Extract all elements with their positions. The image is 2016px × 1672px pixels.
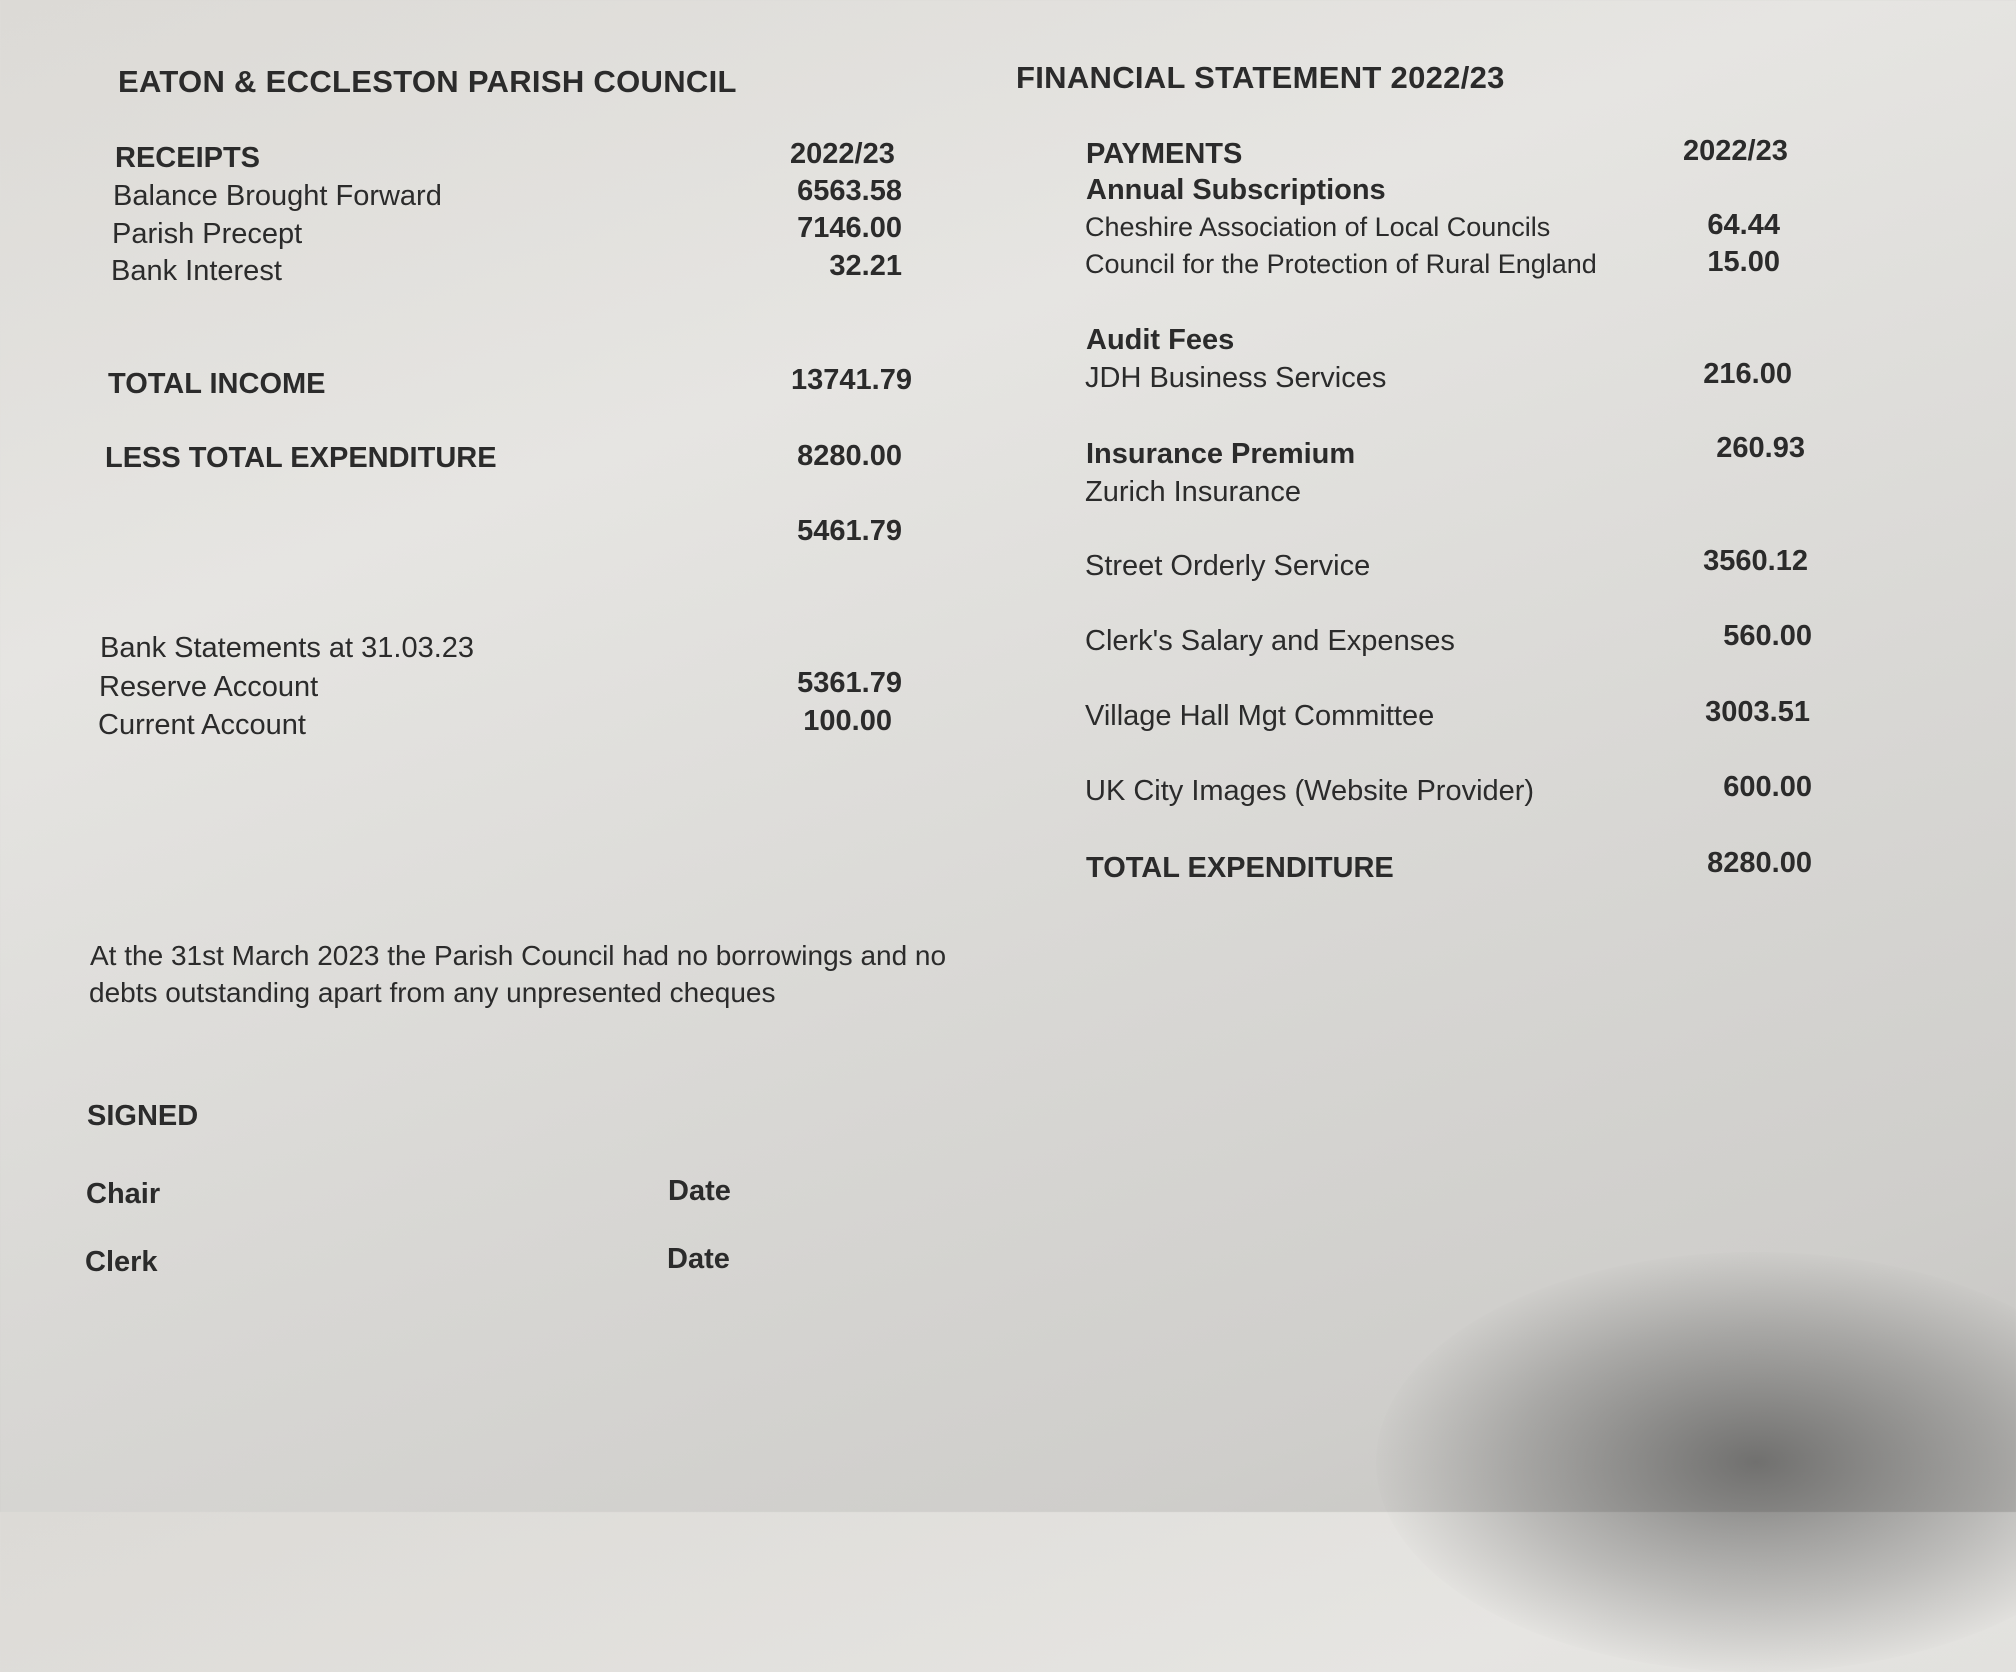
subscription-label: Council for the Protection of Rural England [1085,249,1597,279]
clerk-salary-value: 560.00 [1723,620,1812,652]
less-expenditure-value: 8280.00 [797,440,902,472]
street-value: 3560.12 [1703,545,1808,577]
receipt-value: 7146.00 [797,212,902,244]
receipt-label: Parish Precept [112,218,303,250]
website-value: 600.00 [1723,771,1812,803]
receipts-heading: RECEIPTS [115,142,261,174]
signed-heading: SIGNED [87,1100,199,1132]
village-hall-value: 3003.51 [1705,696,1810,728]
street-label: Street Orderly Service [1085,550,1371,582]
total-expenditure-label: TOTAL EXPENDITURE [1086,852,1394,884]
payments-year: 2022/23 [1683,135,1788,167]
total-income-label: TOTAL INCOME [108,368,326,400]
audit-value: 216.00 [1703,358,1792,390]
bank-account-label: Reserve Account [99,671,319,703]
payments-heading: PAYMENTS [1086,138,1243,170]
subscription-label: Cheshire Association of Local Councils [1085,212,1551,242]
subscription-value: 64.44 [1707,209,1780,241]
bank-account-value: 5361.79 [797,667,902,699]
total-income-value: 13741.79 [791,364,912,396]
insurance-label: Zurich Insurance [1085,476,1301,508]
clerk-label: Clerk [85,1246,158,1278]
insurance-heading: Insurance Premium [1086,438,1356,470]
insurance-value: 260.93 [1716,432,1805,464]
receipt-label: Balance Brought Forward [113,180,442,212]
note-line: At the 31st March 2023 the Parish Council had no borrowings and no [90,940,947,971]
receipt-label: Bank Interest [111,255,282,287]
clerk-salary-label: Clerk's Salary and Expenses [1085,625,1455,657]
balance-value: 5461.79 [797,515,902,547]
subscription-value: 15.00 [1707,246,1780,278]
audit-heading: Audit Fees [1086,324,1235,356]
note-line: debts outstanding apart from any unpresented cheques [89,977,776,1008]
bank-account-value: 100.00 [803,705,892,737]
receipt-value: 6563.58 [797,175,902,207]
photo-shadow [1376,1252,2016,1672]
chair-label: Chair [86,1178,161,1210]
annual-subs-heading: Annual Subscriptions [1086,174,1386,206]
statement-title: FINANCIAL STATEMENT 2022/23 [1016,60,1505,95]
less-expenditure-label: LESS TOTAL EXPENDITURE [105,442,497,474]
village-hall-label: Village Hall Mgt Committee [1085,700,1435,732]
chair-date-label: Date [668,1175,731,1207]
clerk-date-label: Date [667,1243,730,1275]
website-label: UK City Images (Website Provider) [1085,775,1535,807]
receipts-year: 2022/23 [790,138,895,170]
council-title: EATON & ECCLESTON PARISH COUNCIL [118,64,737,99]
bank-account-label: Current Account [98,709,306,741]
audit-label: JDH Business Services [1085,362,1387,394]
bank-heading: Bank Statements at 31.03.23 [100,632,475,664]
total-expenditure-value: 8280.00 [1707,847,1812,879]
receipt-value: 32.21 [829,250,902,282]
